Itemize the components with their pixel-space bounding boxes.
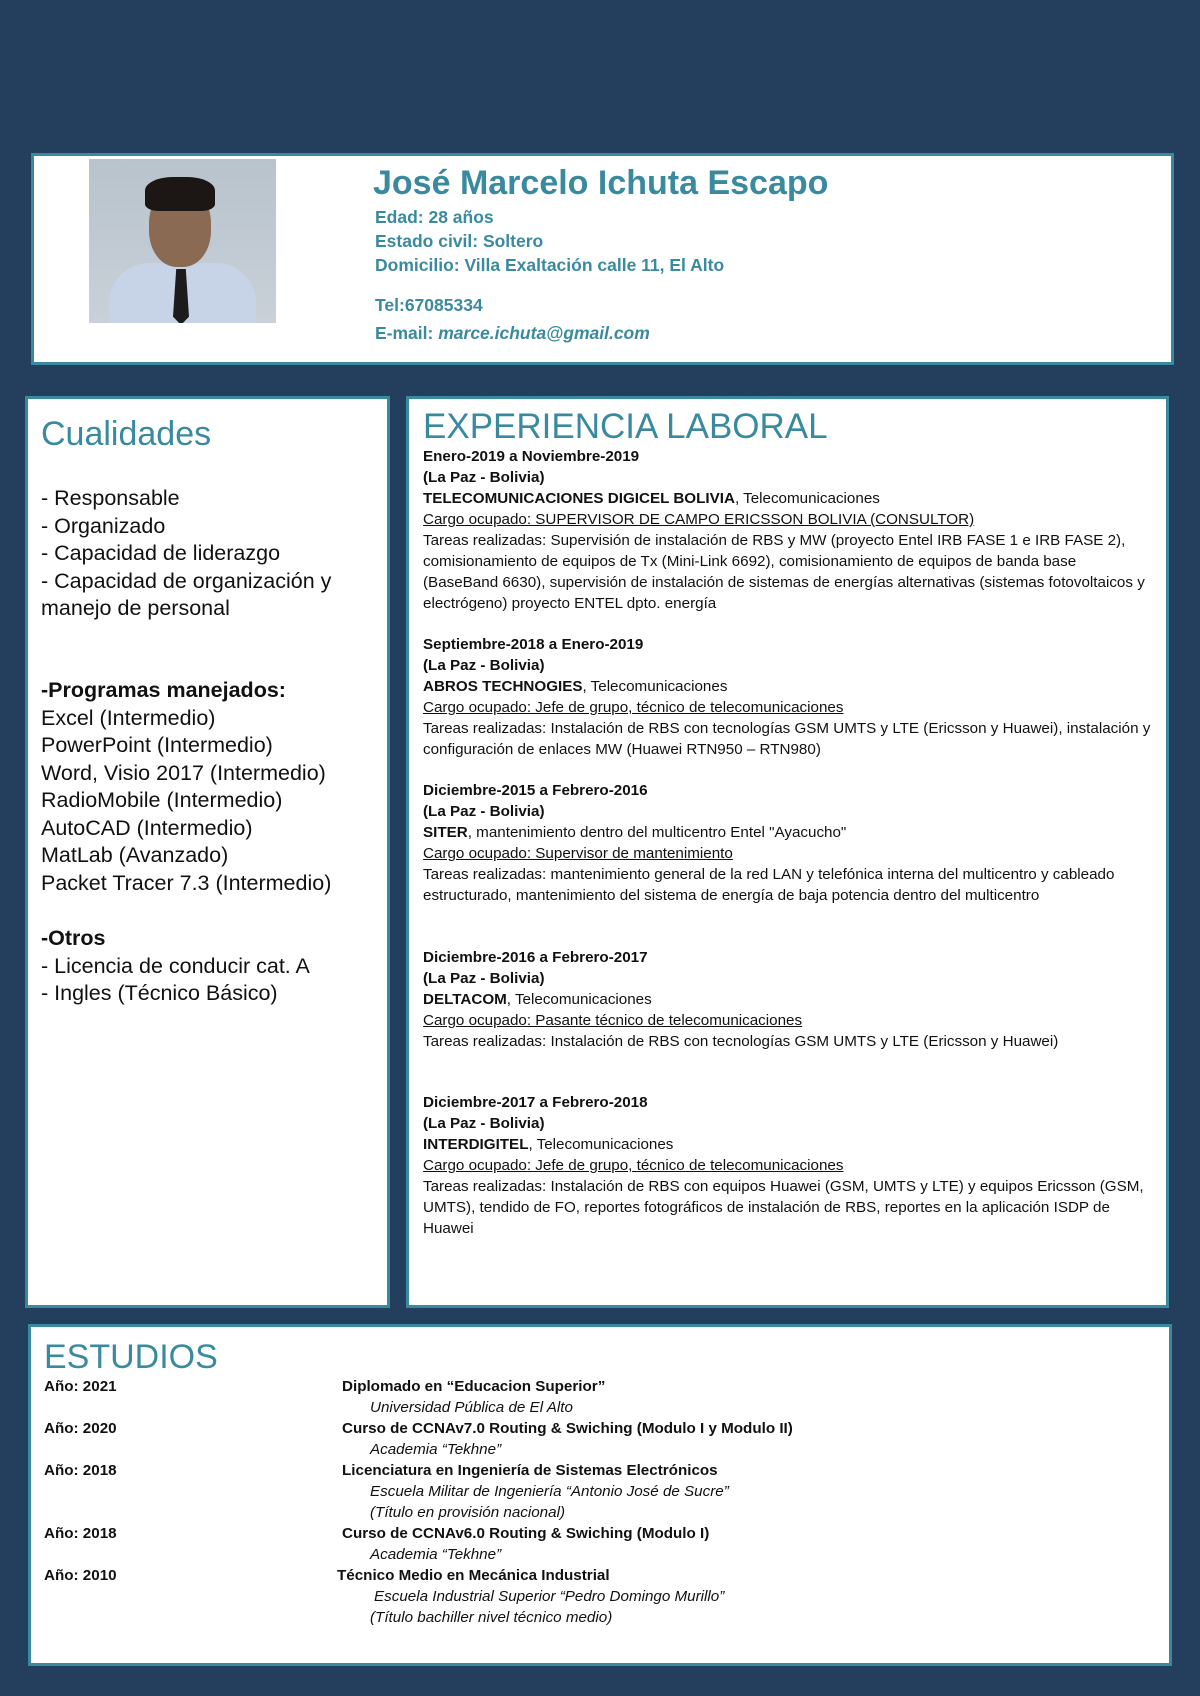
- programs-heading: -Programas manejados:: [41, 678, 286, 702]
- list-item: PowerPoint (Intermedio): [41, 733, 273, 757]
- qualities-list: [41, 485, 331, 623]
- estudios-panel: [28, 1324, 1172, 1666]
- job-role: Cargo ocupado: SUPERVISOR DE CAMPO ERICSSON BOLIVIA (CONSULTOR): [423, 511, 975, 528]
- job-location: (La Paz - Bolivia): [423, 970, 545, 987]
- job-tasks: Tareas realizadas: Supervisión de instalación de RBS y MW (proyecto Entel IRB FASE 1 e IRB FASE 2), comisionamiento de equipos de Tx (Mini-Link 6692), comisionamiento de equipos de banda base (BaseBand 6630), supervisión de instalación de sistemas de energías alternativas (sistemas fotovoltaicos y electrógeno) proyecto ENTEL dpto. energía: [423, 532, 1145, 612]
- job-period: Diciembre-2015 a Febrero-2016: [423, 782, 648, 799]
- list-item: - Capacidad de organización y: [41, 568, 332, 593]
- job-company: INTERDIGITEL: [423, 1136, 529, 1153]
- study-institution: Academia “Tekhne”: [370, 1441, 502, 1458]
- age-text: Edad: 28 años: [375, 207, 494, 227]
- list-item: Packet Tracer 7.3 (Intermedio): [41, 870, 332, 895]
- study-year: Año: 2010: [44, 1567, 117, 1584]
- job-tasks: Tareas realizadas: Instalación de RBS con equipos Huawei (GSM, UMTS y LTE) y equipos Ericsson (GSM, UMTS), tendido de FO, reportes fotográficos de instalación de RBS, reportes en la aplicación ISDP de Huawei: [423, 1178, 1144, 1237]
- list-item: - Ingles (Técnico Básico): [41, 981, 278, 1005]
- experiencia-panel: [406, 396, 1169, 1308]
- job-period: Enero-2019 a Noviembre-2019: [423, 448, 640, 465]
- study-institution: Academia “Tekhne”: [370, 1546, 502, 1563]
- study-year: Año: 2018: [44, 1462, 117, 1479]
- job-sector: , Telecomunicaciones: [582, 678, 728, 695]
- job-sector: , Telecomunicaciones: [734, 490, 880, 507]
- list-item: RadioMobile (Intermedio): [41, 788, 283, 812]
- programs-list: [41, 677, 331, 897]
- job-sector: , Telecomunicaciones: [506, 991, 652, 1008]
- job-company: SITER: [423, 824, 468, 841]
- civil-status-text: Estado civil: Soltero: [375, 231, 544, 251]
- cualidades-panel: [25, 396, 390, 1308]
- candidate-name: José Marcelo Ichuta Escapo: [373, 164, 829, 202]
- study-title: Diplomado en “Educacion Superior”: [342, 1378, 606, 1395]
- job-company-line: [423, 676, 1155, 697]
- others-list: [41, 925, 310, 1008]
- study-title: Curso de CCNAv6.0 Routing & Swiching (Modulo I): [342, 1525, 710, 1542]
- study-note: (Título bachiller nivel técnico medio): [370, 1609, 613, 1626]
- job-role: Cargo ocupado: Jefe de grupo, técnico de telecomunicaciones: [423, 1157, 844, 1174]
- job-role: Cargo ocupado: Pasante técnico de telecomunicaciones: [423, 1012, 803, 1029]
- study-title: Curso de CCNAv7.0 Routing & Swiching (Modulo I y Modulo II): [342, 1420, 793, 1437]
- job-entry: [423, 947, 1155, 1052]
- list-item: AutoCAD (Intermedio): [41, 815, 253, 840]
- job-entry: [423, 446, 1155, 614]
- job-tasks: Tareas realizadas: mantenimiento general de la red LAN y telefónica interna del multicentro y cableado estructurado, mantenimiento del sistema de energía de baja potencia dentro del multicentro: [423, 866, 1115, 904]
- study-year: Año: 2018: [44, 1525, 117, 1542]
- others-heading: -Otros: [41, 926, 106, 950]
- study-note: (Título en provisión nacional): [370, 1504, 566, 1521]
- study-title: Técnico Medio en Mecánica Industrial: [337, 1567, 610, 1584]
- job-sector: , mantenimiento dentro del multicentro Entel "Ayacucho": [467, 824, 847, 841]
- experiencia-title: EXPERIENCIA LABORAL: [423, 407, 828, 446]
- email-label: E-mail:: [375, 323, 439, 343]
- estudios-title: ESTUDIOS: [44, 1338, 218, 1376]
- job-location: (La Paz - Bolivia): [423, 803, 545, 820]
- list-item: Excel (Intermedio): [41, 705, 216, 730]
- job-role: Cargo ocupado: Supervisor de mantenimiento: [423, 845, 733, 862]
- email-line: [375, 323, 650, 344]
- job-company-line: [423, 989, 1155, 1010]
- study-title: Licenciatura en Ingeniería de Sistemas Electrónicos: [342, 1462, 718, 1479]
- study-institution: Universidad Pública de El Alto: [370, 1399, 573, 1416]
- cualidades-title: Cualidades: [41, 415, 212, 453]
- list-item: manejo de personal: [41, 596, 230, 620]
- study-institution: Escuela Militar de Ingeniería “Antonio José de Sucre”: [370, 1483, 729, 1500]
- study-year: Año: 2021: [44, 1378, 117, 1395]
- job-tasks: Tareas realizadas: Instalación de RBS con tecnologías GSM UMTS y LTE (Ericsson y Huawei), instalación y configuración de enlaces MW (Huawei RTN950 – RTN980): [423, 720, 1151, 758]
- header-panel: [31, 153, 1174, 365]
- job-entry: [423, 1092, 1155, 1239]
- job-company: DELTACOM: [423, 991, 507, 1008]
- job-location: (La Paz - Bolivia): [423, 1115, 545, 1132]
- email-link[interactable]: marce.ichuta@gmail.com: [438, 323, 650, 343]
- job-company-line: [423, 1134, 1155, 1155]
- address-text: Domicilio: Villa Exaltación calle 11, El Alto: [375, 255, 725, 275]
- job-location: (La Paz - Bolivia): [423, 469, 545, 486]
- list-item: - Responsable: [41, 486, 180, 510]
- job-period: Diciembre-2016 a Febrero-2017: [423, 949, 648, 966]
- list-item: - Licencia de conducir cat. A: [41, 953, 310, 978]
- job-sector: , Telecomunicaciones: [528, 1136, 674, 1153]
- job-period: Septiembre-2018 a Enero-2019: [423, 636, 644, 653]
- job-entry: [423, 780, 1155, 906]
- list-item: - Organizado: [41, 513, 166, 538]
- list-item: MatLab (Avanzado): [41, 843, 229, 867]
- job-tasks: Tareas realizadas: Instalación de RBS con tecnologías GSM UMTS y LTE (Ericsson y Huawei): [423, 1033, 1059, 1050]
- phone-text: Tel:67085334: [375, 295, 483, 315]
- job-entry: [423, 634, 1155, 760]
- job-period: Diciembre-2017 a Febrero-2018: [423, 1094, 648, 1111]
- job-location: (La Paz - Bolivia): [423, 657, 545, 674]
- study-institution: Escuela Industrial Superior “Pedro Domingo Murillo”: [374, 1588, 725, 1605]
- job-company: ABROS TECHNOGIES: [423, 678, 583, 695]
- job-company: TELECOMUNICACIONES DIGICEL BOLIVIA: [423, 490, 735, 507]
- list-item: - Capacidad de liderazgo: [41, 541, 281, 565]
- job-role: Cargo ocupado: Jefe de grupo, técnico de telecomunicaciones: [423, 699, 844, 716]
- profile-photo: [89, 159, 276, 323]
- list-item: Word, Visio 2017 (Intermedio): [41, 760, 326, 785]
- job-company-line: [423, 822, 1155, 843]
- job-company-line: [423, 488, 1155, 509]
- study-year: Año: 2020: [44, 1420, 117, 1437]
